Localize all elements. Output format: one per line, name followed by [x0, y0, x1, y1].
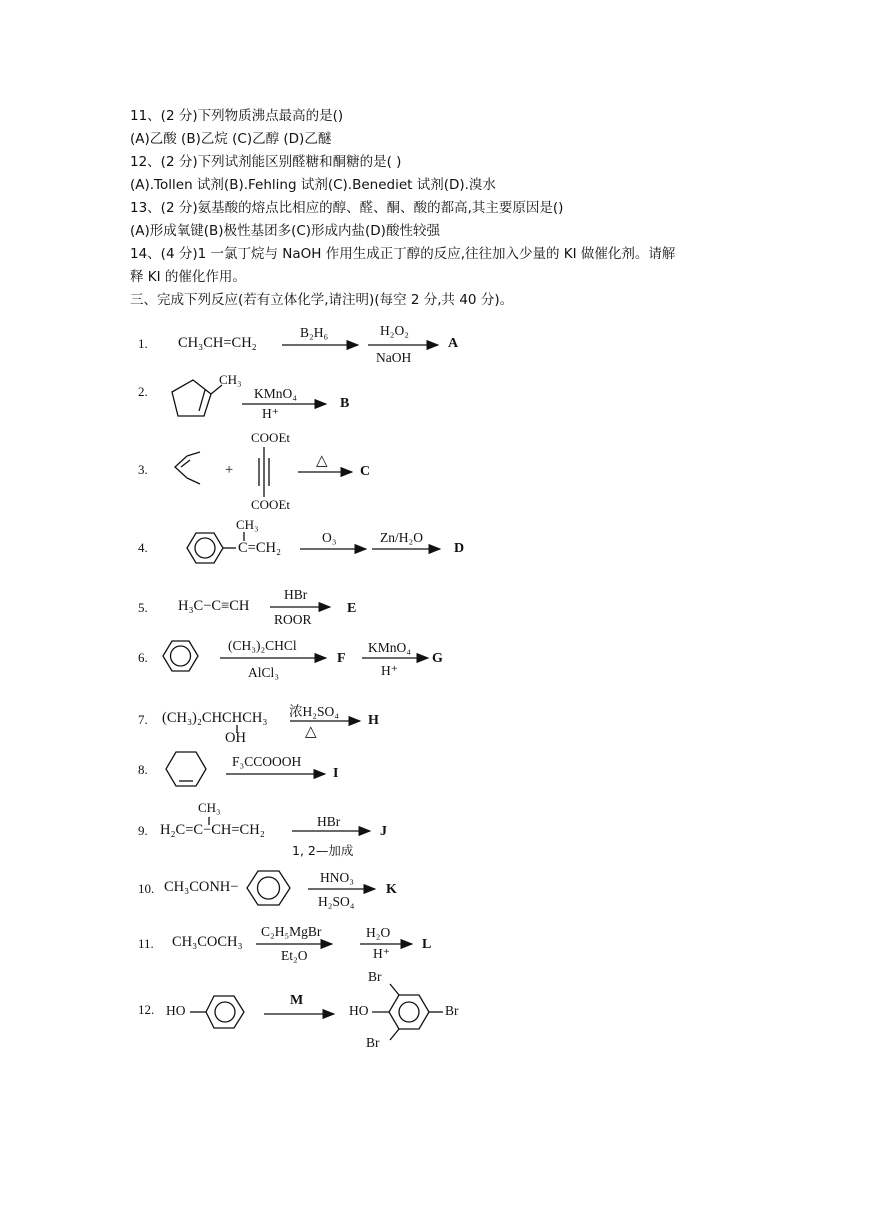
reaction-10-reagent-top: HNO₃ — [320, 870, 354, 885]
question-13: 13、(2 分)氨基酸的熔点比相应的醇、醛、酮、酸的都高,其主要原因是() — [130, 200, 564, 216]
reaction-3-top-group: COOEt — [251, 430, 290, 445]
reaction-2-number: 2. — [138, 384, 148, 399]
reaction-8-number: 8. — [138, 762, 148, 777]
reaction-4-product: D — [454, 541, 465, 556]
r8-cyclohexene — [166, 752, 206, 786]
reaction-11-reagent-1-top: C₂H₅MgBr — [261, 924, 322, 939]
reaction-4-reagent-2: Zn/H₂O — [380, 530, 423, 545]
reaction-11-reagent-2-bottom: H⁺ — [373, 946, 390, 961]
r3-alkyne — [259, 447, 269, 497]
reaction-4-alkene: C=CH₂ — [238, 540, 282, 556]
reaction-4-reagent-1: O₃ — [322, 530, 337, 545]
reaction-5-number: 5. — [138, 600, 148, 615]
reaction-2-reagent-top: KMnO₄ — [254, 386, 297, 401]
reaction-7-hydroxyl: OH — [225, 730, 246, 746]
question-12-options: (A).Tollen 试剂(B).Fehling 试剂(C).Benediet 试剂(D).溴水 — [130, 177, 496, 193]
r12-tribromophenol — [372, 984, 443, 1040]
reaction-12-bromo-top: Br — [368, 969, 382, 984]
reaction-6-reagent-2-top: KMnO₄ — [368, 640, 411, 655]
question-14-line1: 14、(4 分)1 一氯丁烷与 NaOH 作用生成正丁醇的反应,往往加入少量的 KI 做催化剂。请解 — [130, 246, 676, 262]
question-11: 11、(2 分)下列物质沸点最高的是() — [130, 108, 344, 124]
reaction-11-reagent-1-bottom: Et₂O — [281, 948, 308, 963]
reaction-12-number: 12. — [138, 1002, 155, 1017]
reaction-11-product: L — [422, 937, 432, 952]
r2-methylcyclopentene — [172, 380, 222, 416]
r10-benzene — [247, 871, 290, 905]
reaction-11-number: 11. — [138, 936, 154, 951]
reaction-11-substrate: CH₃COCH₃ — [172, 934, 243, 950]
reaction-6-reagent-1-top: (CH₃)₂CHCl — [228, 638, 297, 653]
reaction-1-product: A — [448, 336, 459, 351]
reaction-7-substrate: (CH₃)₂CHCHCH₃ — [162, 710, 268, 726]
reaction-2-reagent-bottom: H⁺ — [262, 406, 279, 421]
reaction-2-product: B — [340, 396, 350, 411]
reaction-6-reagent-1-bottom: AlCl₃ — [248, 665, 279, 680]
r4-benzene — [187, 532, 244, 563]
r12-phenol — [190, 996, 244, 1028]
reaction-6-number: 6. — [138, 650, 148, 665]
reaction-5-substrate: H₃C−C≡CH — [178, 598, 250, 614]
reaction-12-bromo-right: Br — [445, 1003, 459, 1018]
reaction-3-bottom-group: COOEt — [251, 497, 290, 512]
reaction-12-substrate-hydroxyl: HO — [166, 1003, 186, 1018]
section-3-heading: 三、完成下列反应(若有立体化学,请注明)(每空 2 分,共 40 分)。 — [130, 292, 514, 308]
question-11-options: (A)乙酸 (B)乙烷 (C)乙醇 (D)乙醚 — [130, 131, 332, 147]
reaction-12-bromo-bottom: Br — [366, 1035, 380, 1050]
r3-butadiene — [175, 452, 200, 484]
reaction-7-heat: △ — [305, 724, 317, 740]
reaction-9-reagent-top: HBr — [317, 814, 341, 829]
reaction-6-product-1: F — [337, 651, 346, 666]
reaction-10-substrate: CH₃CONH− — [164, 879, 239, 895]
question-14-line2: 释 KI 的催化作用。 — [130, 269, 246, 285]
reaction-6-product-2: G — [432, 651, 443, 666]
reaction-10-number: 10. — [138, 881, 155, 896]
reaction-8-reagent: F₃CCOOOH — [232, 754, 302, 769]
reaction-5-reagent-bottom: ROOR — [274, 612, 312, 627]
reaction-4-methyl: CH₃ — [236, 517, 259, 532]
reaction-2-methyl: CH₃ — [219, 372, 242, 387]
reaction-1-reagent-2-top: H₂O₂ — [380, 323, 409, 338]
reaction-1-substrate: CH₃CH=CH₂ — [178, 335, 257, 351]
reaction-7-reagent-top: 浓H₂SO₄ — [289, 704, 339, 719]
reaction-6-reagent-2-bottom: H⁺ — [381, 663, 398, 678]
reaction-9-substrate: H₂C=C−CH=CH₂ — [160, 822, 265, 838]
reaction-5-product: E — [347, 601, 357, 616]
reaction-3-product: C — [360, 464, 371, 479]
question-13-options: (A)形成氧键(B)极性基团多(C)形成内盐(D)酸性较强 — [130, 223, 440, 239]
reaction-9-methyl: CH₃ — [198, 800, 221, 815]
reaction-4-number: 4. — [138, 540, 148, 555]
reaction-7-number: 7. — [138, 712, 148, 727]
r6-benzene — [163, 641, 198, 671]
reaction-12-product-hydroxyl: HO — [349, 1003, 369, 1018]
reaction-11-reagent-2-top: H₂O — [366, 925, 391, 940]
reaction-5-reagent-top: HBr — [284, 587, 308, 602]
question-12: 12、(2 分)下列试剂能区别醛糖和酮糖的是( ) — [130, 154, 402, 170]
reaction-9-product: J — [380, 824, 387, 839]
reaction-10-product: K — [386, 882, 397, 897]
reaction-1-number: 1. — [138, 336, 148, 351]
reaction-7-product: H — [368, 713, 379, 728]
reaction-9-number: 9. — [138, 823, 148, 838]
reaction-8-product: I — [333, 766, 339, 781]
reaction-12-reagent: M — [290, 993, 304, 1008]
reaction-3-heat: △ — [316, 453, 328, 469]
reaction-1-reagent-2-bottom: NaOH — [376, 350, 412, 365]
reaction-10-reagent-bottom: H₂SO₄ — [318, 894, 355, 909]
reaction-3-number: 3. — [138, 462, 148, 477]
reaction-3-plus: + — [225, 462, 234, 478]
reaction-9-reagent-bottom: 1, 2—加成 — [292, 843, 354, 858]
reaction-1-reagent-1: B₂H₆ — [300, 325, 329, 340]
